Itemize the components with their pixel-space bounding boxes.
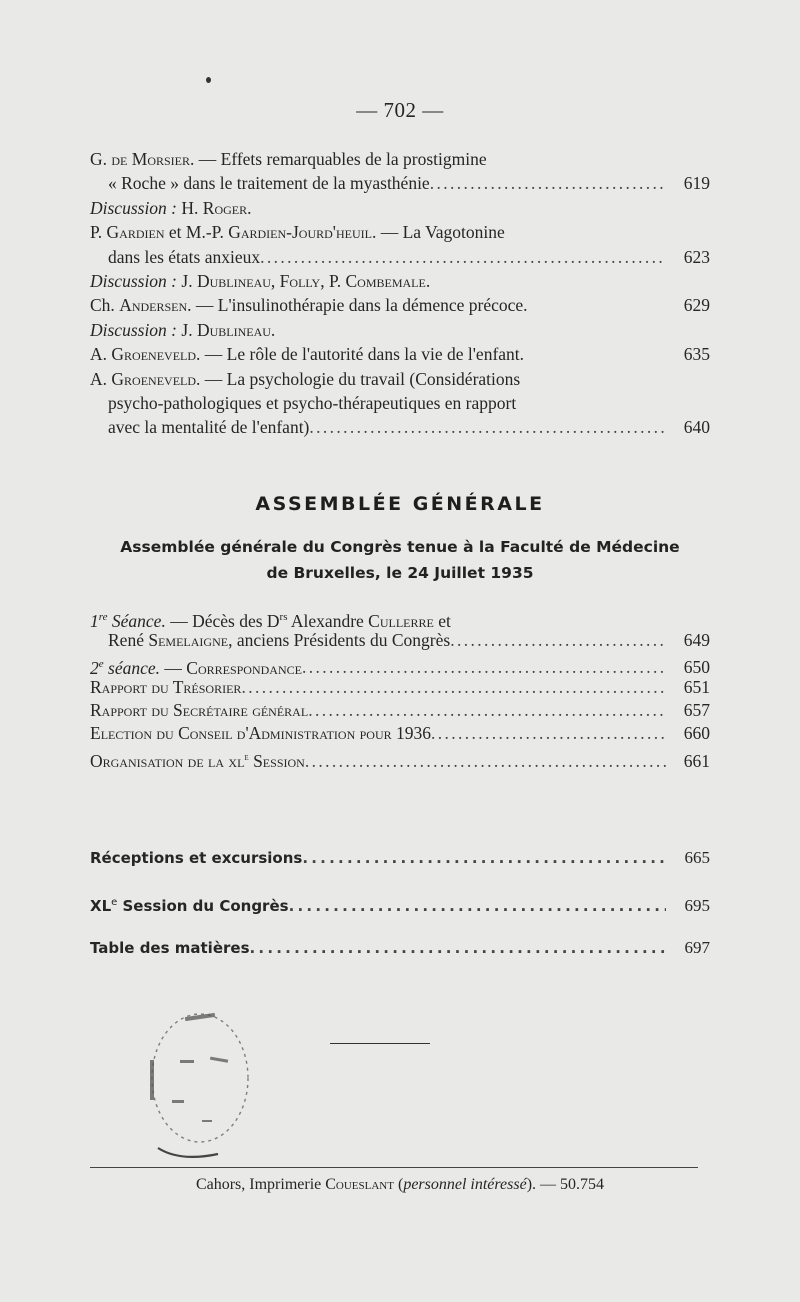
discussion-line — [90, 318, 710, 342]
entry-initial: G. — [90, 149, 112, 169]
punct: , P. — [320, 270, 346, 291]
entry-text: et M.-P. — [164, 222, 229, 243]
discussion-label: Discussion : — [90, 197, 178, 218]
leader-dots — [308, 699, 666, 722]
printer-imprint — [0, 1176, 800, 1194]
ordinal-suffix: re — [98, 611, 108, 623]
entry-page: 657 — [683, 700, 710, 721]
ink-dot — [206, 77, 211, 83]
entry-author: Groeneveld — [111, 368, 197, 389]
entry-page: 695 — [684, 896, 710, 915]
entry-page: 697 — [684, 938, 710, 957]
title-suffix: rs — [279, 611, 288, 623]
entry-text: — — [160, 657, 187, 678]
imprint-text: Cahors, Imprimerie — [195, 1176, 326, 1193]
discussant: Roger — [202, 197, 248, 218]
leader-dots — [241, 676, 666, 699]
entry-line — [90, 342, 710, 366]
discussion-line — [90, 269, 710, 293]
leader-dots — [430, 171, 666, 195]
punct: . — [247, 197, 252, 218]
imprint-text: ). — 50.754 — [526, 1176, 605, 1193]
leader-dots — [309, 415, 666, 439]
discussion-initial: H. — [177, 197, 203, 218]
entry-line — [90, 293, 710, 317]
entry-title: Session — [248, 750, 305, 771]
entry-page: 660 — [683, 723, 710, 744]
entry-page: 665 — [684, 848, 710, 867]
leader-dots — [431, 722, 666, 745]
entry-title: Organisation de la xl — [90, 750, 245, 771]
entry-page: 629 — [683, 295, 710, 316]
imprint-note: personnel intéressé — [403, 1176, 527, 1193]
entry-title: Session du Congrès — [117, 897, 289, 915]
entry-line — [90, 653, 710, 676]
entry-initial: A. — [90, 344, 112, 365]
entry-page: 640 — [683, 417, 710, 438]
entry-author: de Morsier — [111, 149, 190, 169]
entry-text: , anciens Présidents du Congrès — [228, 630, 451, 651]
entry-line — [90, 367, 710, 391]
entry-author: Gardien-Jourd'heuil — [228, 222, 372, 243]
entry-title: Election du Conseil d'Administration pour 1936 — [90, 723, 432, 744]
entry-line — [90, 890, 710, 935]
page-number: — 702 — — [356, 98, 444, 122]
entry-title: Rapport du Secrétaire général — [90, 700, 309, 721]
entry-page: 623 — [683, 246, 710, 267]
entry-line — [90, 722, 710, 745]
discussion-label: Discussion : — [90, 270, 178, 291]
entry-line — [90, 699, 710, 722]
leader-dots — [250, 935, 667, 961]
entry-line — [90, 245, 710, 269]
entry-line — [90, 746, 710, 769]
entry-line — [90, 415, 710, 439]
leader-dots — [305, 750, 666, 773]
ordinal-suffix: e — [244, 751, 249, 763]
library-stamp — [140, 1000, 270, 1165]
discussant: Dublineau, Folly — [196, 270, 321, 291]
entry-title: . — L'insulinothérapie dans la démence précoce. — [187, 295, 528, 316]
contents-list — [90, 147, 710, 440]
leader-dots — [260, 245, 666, 269]
person-name: Semelaigne — [148, 630, 229, 651]
entry-author: Andersen — [119, 295, 188, 316]
entry-page: 661 — [683, 750, 710, 771]
assembly-list — [90, 606, 710, 769]
subtitle-line: de Bruxelles, le 24 Juillet 1935 — [266, 564, 534, 582]
entry-title: Table des matières — [90, 939, 250, 957]
imprint-text: ( — [393, 1176, 404, 1193]
punct: . — [270, 319, 276, 340]
entry-line — [90, 935, 710, 980]
entry-title: Correspondance — [186, 657, 302, 678]
entry-line — [90, 391, 710, 415]
ordinal: 2 — [90, 657, 99, 678]
entry-line — [90, 606, 710, 629]
entry-initial: P. — [90, 222, 107, 243]
entry-page: 649 — [683, 630, 710, 651]
entry-line — [90, 845, 710, 890]
subtitle-line: Assemblée générale du Congrès tenue à la Faculté de Médecine — [120, 538, 680, 556]
entry-title: Rapport du Trésorier — [90, 676, 242, 697]
entry-title: . — Effets remarquables de la prostigmine — [190, 149, 487, 169]
session-label: séance. — [103, 657, 161, 678]
entry-title: . — Le rôle de l'autorité dans la vie de l'enfant. — [196, 344, 525, 365]
section-subtitle — [90, 534, 710, 586]
footer-rule — [90, 1167, 698, 1168]
entry-title: psycho-pathologiques et psycho-thérapeutiques en rapport — [108, 392, 517, 413]
section-title: ASSEMBLÉE GÉNÉRALE — [255, 493, 545, 515]
entry-line — [90, 147, 710, 171]
entry-line — [90, 676, 710, 699]
discussant: Combemale — [345, 270, 426, 291]
ordinal: 1 — [90, 610, 99, 631]
discussion-line — [90, 196, 710, 220]
discussion-label: Discussion : — [90, 319, 178, 340]
entry-title: avec la mentalité de l'enfant) — [108, 417, 310, 438]
entry-initial: Ch. — [90, 295, 120, 316]
entry-text: Alexandre — [287, 610, 369, 631]
leader-dots — [302, 845, 666, 871]
final-list — [90, 845, 710, 980]
entry-line — [90, 629, 710, 652]
short-rule — [330, 1043, 430, 1044]
leader-dots — [450, 629, 666, 652]
entry-author: Groeneveld — [111, 344, 197, 365]
ordinal-suffix: e — [98, 657, 104, 670]
entry-text: René — [108, 630, 149, 651]
punct: . — [425, 270, 431, 291]
discussion-initial: J. — [177, 319, 197, 340]
entry-title: « Roche » dans le traitement de la myasthénie — [108, 173, 430, 194]
discussant: Dublineau — [196, 319, 271, 340]
entry-text: et — [433, 610, 451, 631]
entry-initial: A. — [90, 368, 112, 389]
person-name: Cullerre — [368, 610, 434, 631]
entry-page: 650 — [683, 657, 710, 678]
leader-dots — [289, 893, 666, 919]
entry-title: . — La psychologie du travail (Considérations — [196, 368, 521, 389]
session-label: Séance. — [107, 610, 166, 631]
entry-title: . — La Vagotonine — [371, 222, 505, 243]
entry-page: 635 — [683, 344, 710, 365]
entry-page: 619 — [683, 173, 710, 194]
entry-line — [90, 171, 710, 195]
entry-author: Gardien — [106, 222, 165, 243]
discussion-initial: J. — [177, 270, 197, 291]
printer-name: Coueslant — [325, 1176, 394, 1193]
ordinal-suffix: e — [111, 897, 118, 908]
entry-title: Réceptions et excursions — [90, 849, 303, 867]
entry-page: 651 — [683, 676, 710, 697]
entry-title: dans les états anxieux — [108, 246, 261, 267]
entry-text: — Décès des D — [165, 610, 280, 631]
entry-title: XL — [90, 897, 112, 915]
entry-line — [90, 220, 710, 244]
